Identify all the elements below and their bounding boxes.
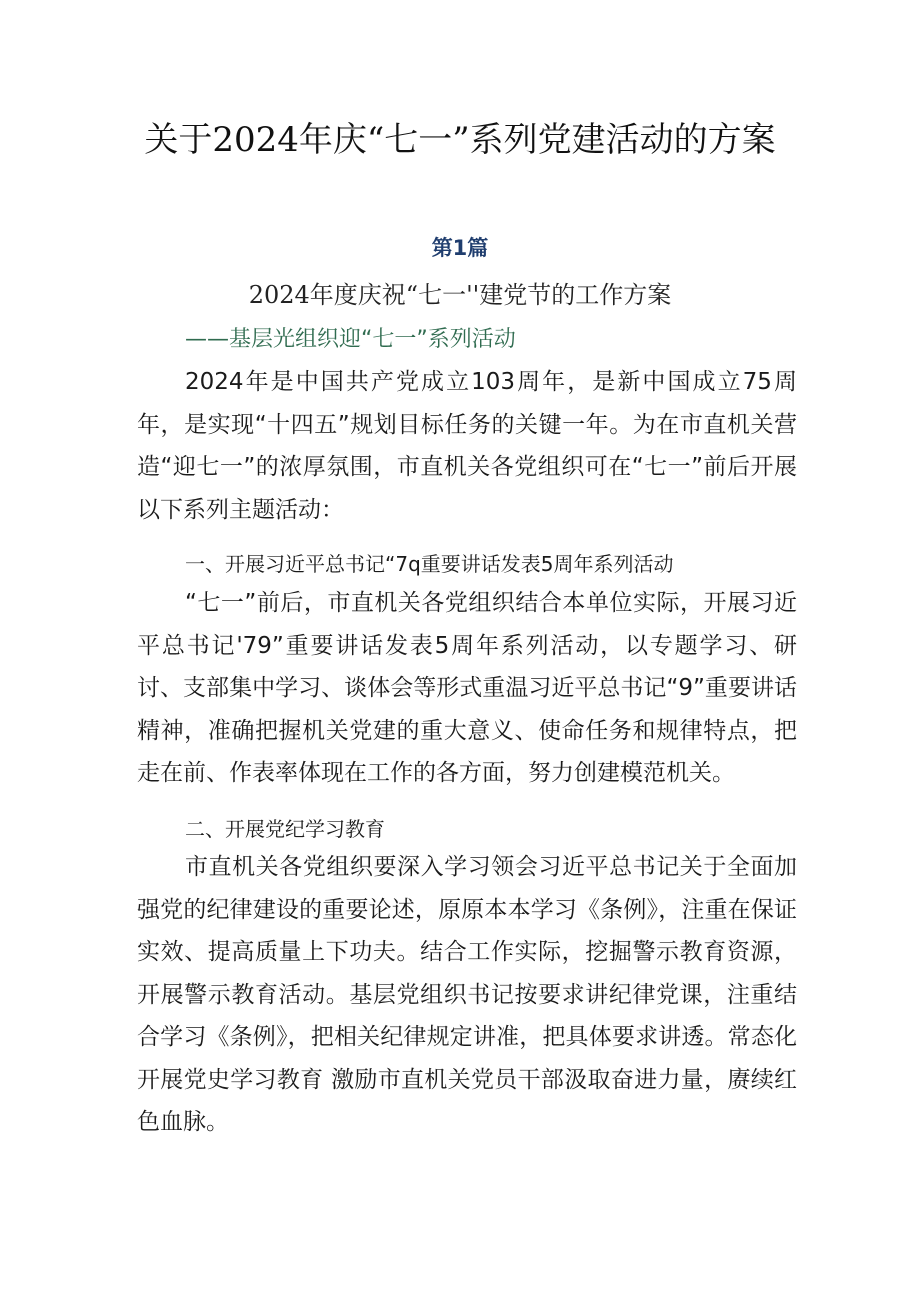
section-heading-1: 一、开展习近平总书记“7q重要讲话发表5周年系列活动 xyxy=(185,552,674,576)
section-heading-2: 二、开展党纪学习教育 xyxy=(185,817,385,841)
document-title: 关于2024年庆“七一”系列党建活动的方案 xyxy=(144,120,776,160)
part-label: 第1篇 xyxy=(431,236,489,260)
section-2-paragraph: 市直机关各党组织要深入学习领会习近平总书记关于全面加强党的纪律建设的重要论述，原原本本学习《条例》，注重在保证实效、提高质量上下功夫。结合工作实际，挖掘警示教育资源，开展警示教育活动。基层党组织书记按要求讲纪律党课，注重结合学习《条例》，把相关纪律规定讲准，把具体要求讲透。常态化开展党史学习教育 激励市直机关党员干部汲取奋进力量，赓续红色血脉。 xyxy=(137,854,797,1135)
intro-paragraph: 2024年是中国共产党成立103周年，是新中国成立75周年，是实现“十四五”规划目标任务的关键一年。为在市直机关营造“迎七一”的浓厚氛围，市直机关各党组织可在“七一”前后开展以下系列主题活动： xyxy=(137,369,797,523)
plan-subtitle: 2024年度庆祝“七一''建党节的工作方案 xyxy=(248,281,672,309)
section-1-paragraph: “七一”前后，市直机关各党组织结合本单位实际，开展习近平总书记'79”重要讲话发表5周年系列活动，以专题学习、研讨、支部集中学习、谈体会等形式重温习近平总书记“9”重要讲话精神，准确把握机关党建的重大意义、使命任务和规律特点，把走在前、作表率体现在工作的各方面，努力创建模范机关。 xyxy=(137,590,797,786)
activity-subtitle: ——基层光组织迎“七一”系列活动 xyxy=(185,327,516,352)
